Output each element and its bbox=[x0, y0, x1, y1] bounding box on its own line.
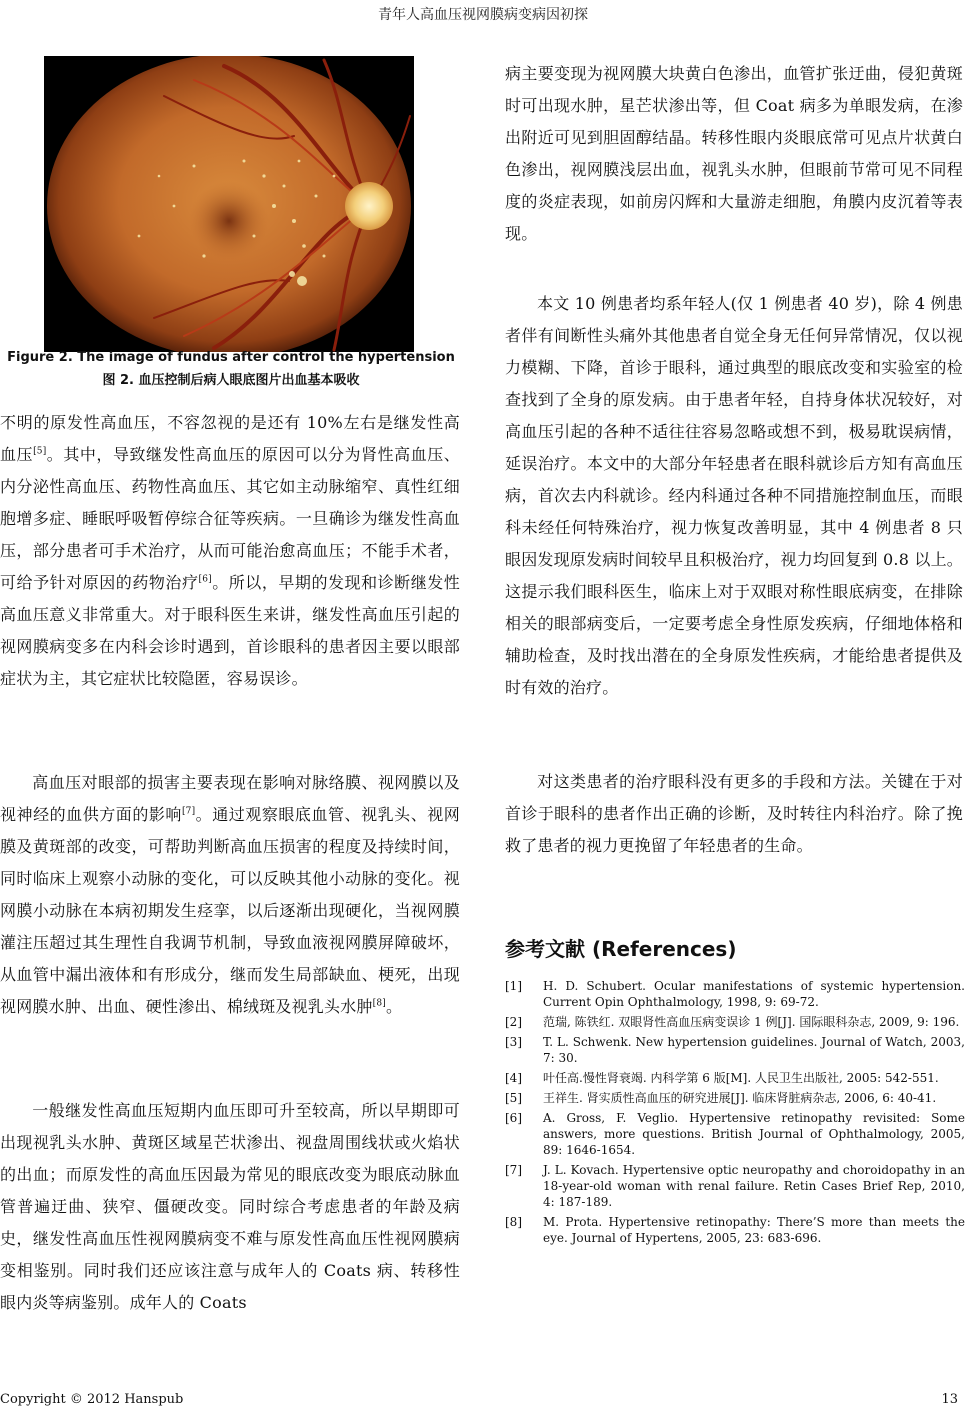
reference-number: [4] bbox=[505, 1071, 522, 1085]
left-paragraph-3 bbox=[0, 1095, 460, 1319]
figure-caption-zh: 图 2. 血压控制后病人眼底图片出血基本吸收 bbox=[102, 373, 360, 388]
citation: [5] bbox=[33, 446, 47, 457]
reference-item bbox=[505, 978, 965, 1010]
reference-number: [1] bbox=[505, 979, 522, 993]
reference-number: [3] bbox=[505, 1035, 522, 1049]
text-run: 。 bbox=[385, 997, 403, 1016]
reference-list bbox=[505, 978, 965, 1250]
reference-text: 叶任高.慢性肾衰竭. 内科学第 6 版[M]. 人民卫生出版社, 2005: 542-551. bbox=[543, 1071, 939, 1085]
reference-text: A. Gross, F. Veglio. Hypertensive retinopathy revisited: Some answers, more questions. British Journal of Ophthalmology, 2005, 89: 1646-1654. bbox=[543, 1111, 965, 1157]
text-run: 病主要变现为视网膜大块黄白色渗出，血管扩张迂曲，侵犯黄斑时可出现水肿，星芒状渗出等，但 Coat 病多为单眼发病，在渗出附近可见到胆固醇结晶。转移性眼内炎眼底常可见点片状黄白色渗出，视网膜浅层出血，视乳头水肿，但眼前节常可见不同程度的炎症表现，如前房闪辉和大量游走细胞，角膜内皮沉着等表现。 bbox=[505, 64, 963, 243]
reference-text: J. L. Kovach. Hypertensive optic neuropathy and choroidopathy in an 18-year-old woman with renal failure. Retin Cases Brief Rep, 2010, 4: 187-189. bbox=[543, 1163, 965, 1209]
text-run: 。通过观察眼底血管、视乳头、视网膜及黄斑部的改变，可帮助判断高血压损害的程度及持续时间，同时临床上观察小动脉的变化，可以反映其他小动脉的变化。视网膜小动脉在本病初期发生痉挛，以后逐渐出现硬化，当视网膜灌注压超过其生理性自我调节机制，导致血液视网膜屏障破坏，从血管中漏出液体和有形成分，继而发生局部缺血、梗死，出现视网膜水肿、出血、硬性渗出、棉绒斑及视乳头水肿 bbox=[0, 805, 461, 1016]
reference-number: [2] bbox=[505, 1015, 522, 1029]
reference-number: [8] bbox=[505, 1215, 522, 1229]
text-run: 对这类患者的治疗眼科没有更多的手段和方法。关键在于对首诊于眼科的患者作出正确的诊断，及时转往内科治疗。除了挽救了患者的视力更挽留了年轻患者的生命。 bbox=[505, 772, 963, 855]
copyright-notice: Copyright © 2012 Hanspub bbox=[0, 1392, 184, 1407]
reference-text: 王祥生. 肾实质性高血压的研究进展[J]. 临床肾脏病杂志, 2006, 6: 40-41. bbox=[543, 1091, 937, 1105]
left-paragraph-2 bbox=[0, 767, 460, 1023]
reference-text: T. L. Schwenk. New hypertension guidelines. Journal of Watch, 2003, 7: 30. bbox=[543, 1035, 965, 1065]
reference-item bbox=[505, 1070, 965, 1086]
reference-number: [7] bbox=[505, 1163, 522, 1177]
right-paragraph-3 bbox=[505, 766, 963, 862]
right-paragraph-1 bbox=[505, 58, 963, 250]
reference-item bbox=[505, 1214, 965, 1246]
reference-number: [6] bbox=[505, 1111, 522, 1125]
right-paragraph-2 bbox=[505, 288, 963, 704]
page-number: 13 bbox=[941, 1392, 958, 1407]
text-run: 不明的原发性高血压，不容忽视的是还有 10%左右是继发性高血压 bbox=[0, 413, 460, 464]
reference-text: H. D. Schubert. Ocular manifestations of systemic hypertension. Current Opin Ophthalmology, 1998, 9: 69-72. bbox=[543, 979, 965, 1009]
reference-item bbox=[505, 1034, 965, 1066]
reference-text: 范瑞, 陈铁红. 双眼肾性高血压病变误诊 1 例[J]. 国际眼科杂志, 2009, 9: 196. bbox=[543, 1015, 960, 1029]
text-run: 一般继发性高血压短期内血压即可升至较高，所以早期即可出现视乳头水肿、黄斑区域星芒状渗出、视盘周围线状或火焰状的出血；而原发性的高血压因最为常见的眼底改变为眼底动脉血管普遍迂曲、狭窄、僵硬改变。同时综合考虑患者的年龄及病史，继发性高血压性视网膜病变不难与原发性高血压性视网膜病变相鉴别。同时我们还应该注意与成年人的 Coats 病、转移性眼内炎等病鉴别。成年人的 Coats bbox=[0, 1101, 460, 1312]
running-title: 青年人高血压视网膜病变病因初探 bbox=[378, 7, 588, 23]
text-run: 本文 10 例患者均系年轻人(仅 1 例患者 40 岁)，除 4 例患者伴有间断性头痛外其他患者自觉全身无任何异常情况，仅以视力模糊、下降，首诊于眼科，通过典型的眼底改变和实验室的检查找到了全身的原发病。由于患者年轻，自持身体状况较好，对高血压引起的各种不适往往容易忽略或想不到，极易耽误病情，延误治疗。本文中的大部分年轻患者在眼科就诊后方知有高血压病，首次去内科就诊。经内科通过各种不同措施控制血压，而眼科未经任何特殊治疗，视力恢复改善明显，其中 4 例患者 8 只眼因发现原发病时间较早且积极治疗，视力均回复到 0.8 以上。这提示我们眼科医生，临床上对于双眼对称性眼底病变，在排除相关的眼部病变后，一定要考虑全身性原发疾病，仔细地体格和辅助检查，及时找出潜在的全身原发性疾病，才能给患者提供及时有效的治疗。 bbox=[505, 294, 963, 697]
text-run: 。所以，早期的发现和诊断继发性高血压意义非常重大。对于眼科医生来讲，继发性高血压引起的视网膜病变多在内科会诊时遇到，首诊眼科的患者因主要以眼部症状为主，其它症状比较隐匿，容易误诊。 bbox=[0, 573, 460, 688]
citation: [6] bbox=[198, 574, 212, 585]
reference-item bbox=[505, 1090, 965, 1106]
reference-text: M. Prota. Hypertensive retinopathy: There’S more than meets the eye. Journal of Hypertens, 2005, 23: 683-696. bbox=[543, 1215, 965, 1245]
fundus-photo bbox=[44, 56, 414, 352]
text-run: 高血压对眼部的损害主要表现在影响对脉络膜、视网膜以及视神经的血供方面的影响 bbox=[0, 773, 460, 824]
reference-item bbox=[505, 1110, 965, 1158]
reference-item bbox=[505, 1014, 965, 1030]
fundus-image bbox=[44, 56, 414, 352]
references-heading: 参考文献 (References) bbox=[505, 937, 737, 961]
left-paragraph-1 bbox=[0, 407, 460, 695]
reference-item bbox=[505, 1162, 965, 1210]
figure-caption-en: Figure 2. The image of fundus after control the hypertension bbox=[7, 350, 455, 365]
text-run: 。其中，导致继发性高血压的原因可以分为肾性高血压、内分泌性高血压、药物性高血压、其它如主动脉缩窄、真性红细胞增多症、睡眠呼吸暂停综合征等疾病。一旦确诊为继发性高血压，部分患者可手术治疗，从而可能治愈高血压；不能手术者，可给予针对原因的药物治疗 bbox=[0, 445, 460, 592]
citation: [8] bbox=[372, 998, 386, 1009]
citation: [7] bbox=[181, 806, 196, 817]
reference-number: [5] bbox=[505, 1091, 522, 1105]
